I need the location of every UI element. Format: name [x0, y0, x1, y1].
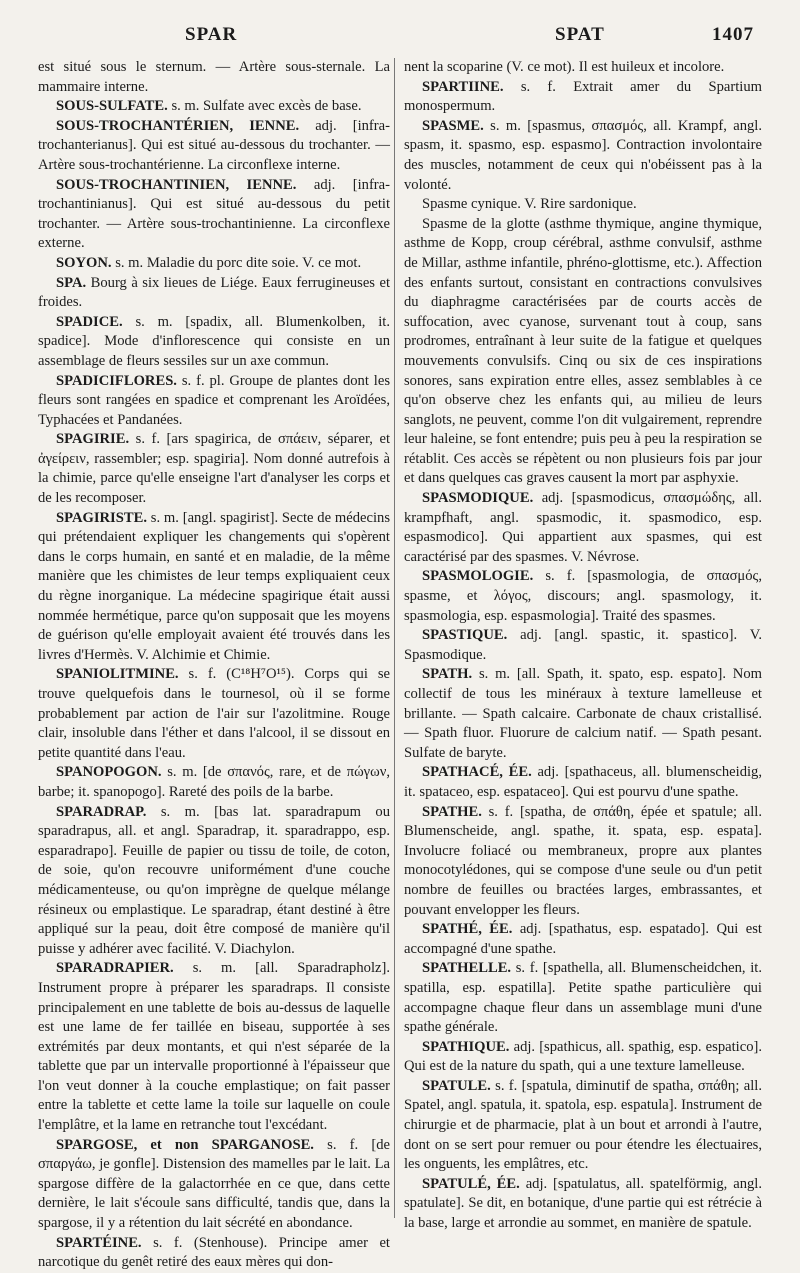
dictionary-entry — [38, 430, 390, 508]
entry-headword: SPANIOLITMINE. — [56, 666, 179, 683]
entry-definition: s. f. pl. Groupe de plantes dont les fleurs sont rangées en spadice et comprenant les Aroïdées, Typhacées et Pandanées. — [38, 372, 390, 428]
dictionary-entry — [38, 665, 390, 763]
dictionary-entry — [38, 763, 390, 802]
entry-headword: SPATHIQUE. — [422, 1038, 510, 1055]
entry-definition: adj. [spatulatus, all. spatelförmig, angl. spatulate]. Se dit, en botanique, d'une partie qui est rétrécie à la base, large et arrondie au sommet, en manière de spatule. — [404, 1175, 762, 1232]
entry-definition: s. f. [spatula, diminutif de spatha, σπάθη; all. Spatel, angl. spatula, it. spatola, esp. espatula]. Instrument de chirurgie et de pharmacie, plat à un bout et arrondi à l'autre, dont on se sert pour remuer ou pour étendre les électuaires, les onguents, les emplâtres, etc. — [404, 1077, 762, 1173]
entry-headword: SPATULÉ, ÉE. — [422, 1175, 520, 1192]
entry-definition: adj. [spasmodicus, σπασμώδης, all. krampfhaft, angl. spasmodic, it. spasmodico, esp. espasmodico]. Qui appartient aux spasmes, qui est caractérisé par des spasmes. V. Névrose. — [404, 490, 762, 565]
dictionary-entry — [38, 959, 390, 1135]
entry-definition: s. m. [spadix, all. Blumenkolben, it. spadice]. Mode d'inflorescence qui consiste en un assemblage de fleurs sessiles sur un axe commun. — [38, 313, 390, 369]
entry-definition: s. m. [all. Spath, it. spato, esp. espato]. Nom collectif de tous les minéraux à texture lamelleuse et brillante. — Spath calcaire. Carbonate de chaux cristallisé. — Spath fluor. Fluorure de calcium natif. — Spath pesant. Sulfate de baryte. — [404, 666, 762, 761]
dictionary-entry — [38, 803, 390, 960]
entry-headword: SPARADRAPIER. — [56, 960, 174, 977]
entry-definition: s. m. Maladie du porc dite soie. V. ce mot. — [115, 254, 362, 271]
entry-definition: s. f. [spatha, de σπάθη, épée et spatule; all. Blumenscheide, angl. spathe, it. spata, esp. espata]. Involucre foliacé ou membraneux, propre aux plantes monocotylédones, qui se compose d'une seule ou d'un petit nombre de feuilles ou bractées larges, embrassantes, et pouvant envelopper les fleurs. — [404, 803, 762, 918]
entry-headword: SPASTIQUE. — [422, 627, 508, 644]
entry-definition: nent la scoparine (V. ce mot). Il est huileux et incolore. — [404, 59, 725, 75]
entry-definition: s. f. [de σπαργάω, je gonfle]. Distension des mamelles par le lait. La spargose diffère de la galactorrhée en ce que, dans cette dernière, le lait s'écoule sans difficulté, tandis que, dans la spargose, il y a rétention du lait sécrété en abondance. — [38, 1136, 390, 1232]
entry-headword: SPA. — [56, 274, 87, 291]
entry-headword: SPATULE. — [422, 1077, 491, 1094]
entry-headword: SPATHÉ, ÉE. — [422, 921, 513, 938]
entry-definition: Bourg à six lieues de Liége. Eaux ferrugineuses et froides. — [38, 274, 390, 311]
entry-definition: Spasme de la glotte (asthme thymique, angine thymique, asthme de Kopp, croup cérébral, asthme convulsif, asthme de Millar, asthme infantile, phréno-glottisme, etc.). Affection des enfants surtout, consistant en contractions convulsives du diaphragme caractérisées par de courts accès de suffocation, avec cyanose, survenant tout à coup, sans prodromes, entraînant à leur suite de la fatigue et quelques mouvements convulsifs. Cinq ou six de ces inspirations sonores, sans expiration entre elles, assez semblables à ce qu'on observe chez les enfants qui, au milieu de leurs sanglots, ne peuvent, comme l'on dit vulgairement, reprendre leur haleine, se font entendre; puis peu à peu la respiration se rétablit. Ces accès se répètent ou non plusieurs fois par jour et dans quelques cas graves causent la mort par asphyxie. — [404, 215, 762, 487]
dictionary-entry — [38, 254, 390, 274]
entry-definition: s. m. Sulfate avec excès de base. — [171, 98, 362, 115]
dictionary-entry — [404, 117, 762, 195]
dictionary-entry — [404, 763, 762, 802]
entry-definition: s. f. Extrait amer du Spartium monospermum. — [404, 78, 762, 115]
entry-definition: s. m. [angl. spagirist]. Secte de médecins qui prétendaient expliquer les changements qui s'opèrent dans le corps humain, en santé et en maladie, de la même manière que les chimistes de leur temps expliquaient ceux du règne inorganique. La médecine spagirique était aussi nommée hermétique, parce qu'on supposait que les moyens de guérison qu'elle employait avaient été trouvés dans les livres d'Hermès. V. Alchimie et Chimie. — [38, 509, 390, 663]
dictionary-entry — [38, 97, 390, 117]
entry-headword: SPARTÉINE. — [56, 1234, 142, 1251]
entry-headword: SPASME. — [422, 117, 484, 134]
entry-definition: s. f. (C¹⁸H⁷O¹⁵). Corps qui se trouve quelquefois dans le tournesol, où il se forme probablement par action de l'air sur l'azolitmine. Rouge clair, insoluble dans l'éther et dans l'alcool, il se dissout en petite quantité dans l'eau. — [38, 666, 390, 761]
dictionary-entry — [38, 509, 390, 666]
entry-definition: s. m. [all. Sparadrapholz]. Instrument propre à préparer les sparadraps. Il consiste principalement en une tablette de bois au-dessus de laquelle est une lame de fer taillée en biseau, supportée à ses extrémités par deux montants, et qui n'est séparée de la tablette que par un intervalle proportionné à l'épaisseur que l'on veut donner à la couche emplastique; on fait passer entre la tablette et cette lame la toile sur laquelle on coule l'emplâtre, et la lame en retranche tout l'excédant. — [38, 960, 390, 1134]
entry-headword: SPASMODIQUE. — [422, 490, 534, 507]
dictionary-entry — [404, 803, 762, 921]
dictionary-entry — [38, 1234, 390, 1273]
dictionary-entry — [404, 78, 762, 117]
dictionary-entry — [404, 626, 762, 665]
dictionary-entry — [404, 215, 762, 489]
entry-definition: est situé sous le sternum. — Artère sous-sternale. La mammaire interne. — [38, 59, 390, 95]
dictionary-entry — [404, 920, 762, 959]
dictionary-entry — [38, 58, 390, 97]
dictionary-entry — [404, 58, 762, 78]
entry-headword: SOUS-TROCHANTINIEN, IENNE. — [56, 176, 297, 193]
dictionary-entry — [404, 665, 762, 763]
entry-definition: s. f. [spathella, all. Blumenscheidchen, it. spatilla, esp. espatilla]. Petite spathe particulière qui accompagne chaque fleur dans un assemblage muni d'une spathe générale. — [404, 960, 762, 1036]
dictionary-entry — [38, 274, 390, 313]
left-column — [38, 58, 390, 1273]
dictionary-entry — [38, 1136, 390, 1234]
right-column — [404, 58, 762, 1234]
entry-definition: s. m. [spasmus, σπασμός, all. Krampf, angl. spasm, it. spasmo, esp. espasmo]. Contraction involontaire des muscles, notamment de ceux qui n'obéissent pas à la volonté. — [404, 117, 762, 193]
dictionary-entry — [404, 959, 762, 1037]
entry-headword: SOYON. — [56, 254, 112, 271]
entry-definition: s. m. [bas lat. sparadrapum ou sparadrapus, all. et angl. Sparadrap, it. sparadrappo, esp. esparadrapo]. Feuille de papier ou tissu de toile, de coton, de soie, qu'on recouvre uniformément d'une couche médicamenteuse, ou qu'on imprègne de quelque mélange résineux ou emplastique. Le sparadrap, étant destiné à être appliqué sur la peau, doit être composé de manière qu'il puisse y adhérer avec facilité. V. Diachylon. — [38, 803, 390, 957]
column-divider — [394, 58, 395, 1218]
dictionary-entry — [38, 372, 390, 431]
entry-definition: adj. [angl. spastic, it. spastico]. V. Spasmodique. — [404, 627, 763, 663]
entry-headword: SPARTIINE. — [422, 78, 504, 95]
entry-headword: SPATH. — [422, 666, 473, 683]
dictionary-entry — [38, 117, 390, 176]
dictionary-entry — [404, 1077, 762, 1175]
entry-headword: SPATHACÉ, ÉE. — [422, 764, 532, 781]
entry-headword: SPATHE. — [422, 803, 482, 820]
entry-definition: adj. [spathaceus, all. blumenscheidig, it. spataceo, esp. espataceo]. Qui est pourvu d'une spathe. — [404, 764, 763, 800]
entry-definition: s. f. [spasmologia, de σπασμός, spasme, et λόγος, discours; angl. spasmology, it. spasmologia, esp. espasmologia]. Traité des spasmes. — [404, 568, 762, 624]
dictionary-entry — [404, 567, 762, 626]
entry-headword: SPARGOSE, et non SPARGANOSE. — [56, 1136, 314, 1153]
entry-headword: SOUS-SULFATE. — [56, 98, 168, 115]
entry-headword: SOUS-TROCHANTÉRIEN, IENNE. — [56, 117, 300, 134]
entry-headword: SPARADRAP. — [56, 803, 147, 820]
dictionary-entry — [38, 313, 390, 372]
entry-definition: s. m. [de σπανός, rare, et de πώγων, barbe; it. spanopogo]. Rareté des poils de la barbe. — [38, 764, 390, 800]
entry-definition: adj. [spathicus, all. spathig, esp. espatico]. Qui est de la nature du spath, qui a une texture lamelleuse. — [404, 1038, 762, 1075]
entry-headword: SPAGIRIE. — [56, 431, 130, 448]
dictionary-entry — [404, 195, 762, 215]
entry-definition: Spasme cynique. V. Rire sardonique. — [422, 196, 637, 213]
entry-headword: SPATHELLE. — [422, 960, 512, 977]
dictionary-entry — [404, 489, 762, 567]
page-number: 1407 — [712, 24, 754, 45]
right-guide-word: SPAT — [555, 24, 605, 45]
running-head — [0, 24, 800, 54]
dictionary-entry — [404, 1175, 762, 1234]
entry-definition: adj. [infra-trochantinianus]. Qui est situé au-dessous du petit trochanter. — Artère sous-trochantinienne. La circonflexe externe. — [38, 176, 390, 252]
entry-headword: SPANOPOGON. — [56, 764, 162, 781]
entry-headword: SPAGIRISTE. — [56, 509, 147, 526]
entry-definition: adj. [infra-trochanterianus]. Qui est situé au-dessous du trochanter. — Artère sous-trochantérienne. La circonflexe interne. — [38, 117, 390, 173]
entry-definition: adj. [spathatus, esp. espatado]. Qui est accompagné d'une spathe. — [404, 921, 762, 957]
left-guide-word: SPAR — [185, 24, 238, 45]
dictionary-entry — [38, 176, 390, 254]
entry-definition: s. f. (Stenhouse). Principe amer et narcotique du genêt retiré des eaux mères qui don- — [38, 1234, 390, 1271]
entry-headword: SPADICE. — [56, 313, 123, 330]
dictionary-entry — [404, 1038, 762, 1077]
entry-headword: SPADICIFLORES. — [56, 372, 177, 389]
entry-headword: SPASMOLOGIE. — [422, 568, 534, 585]
entry-definition: s. f. [ars spagirica, de σπάειν, séparer, et ἀγείρειν, rassembler; esp. spagiria]. Nom donné autrefois à la chimie, parce qu'elle enseigne l'art d'analyser les corps et de les recomposer. — [38, 431, 390, 507]
